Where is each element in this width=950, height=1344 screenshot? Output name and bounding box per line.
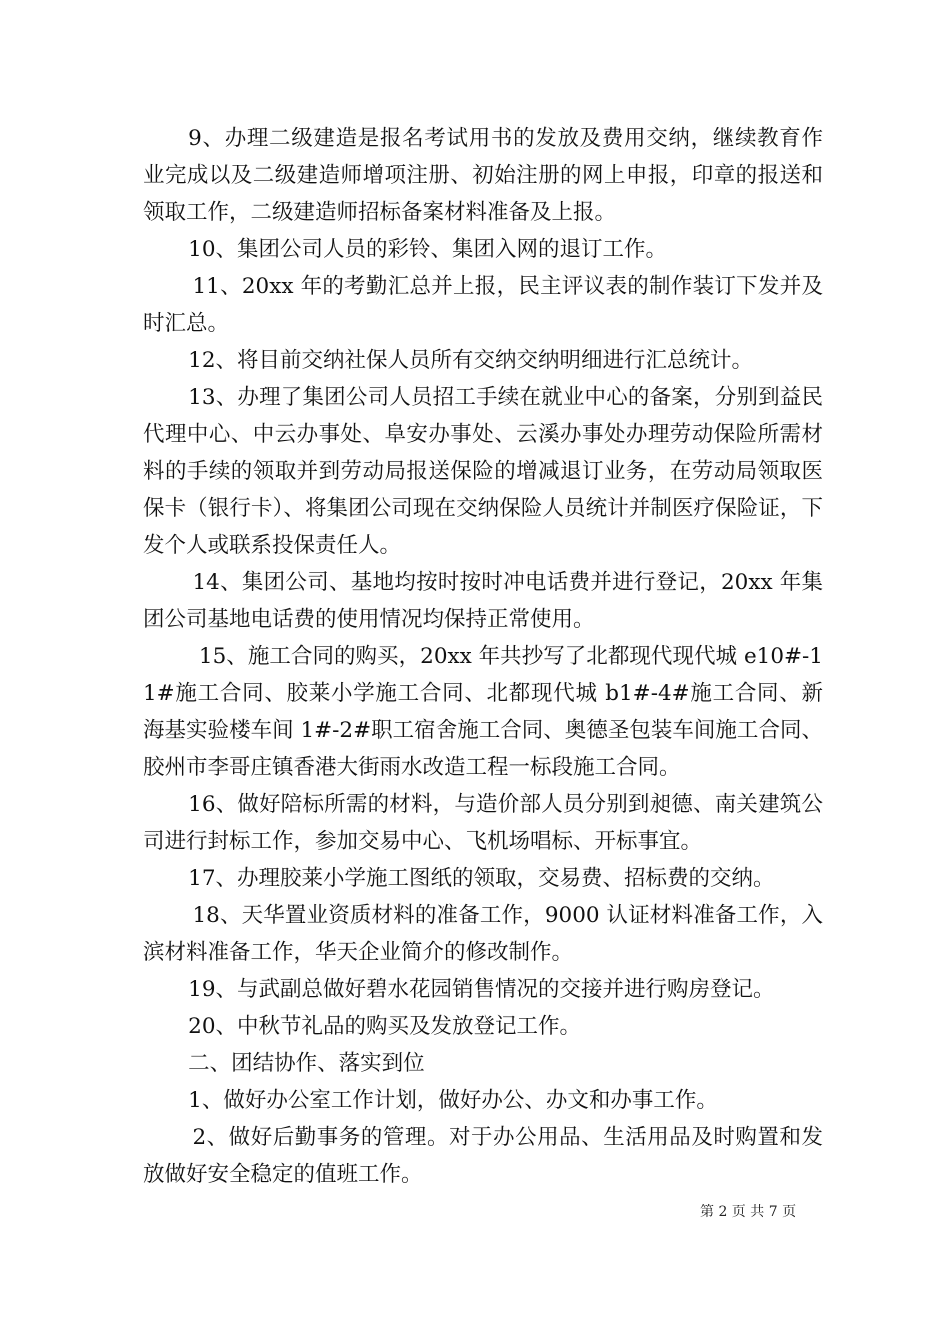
paragraph-item-16: 16、做好陪标所需的材料，与造价部人员分别到昶德、南关建筑公司进行封标工作，参加交易中心、飞机场唱标、开标事宜。 <box>143 792 823 854</box>
paragraph-item-11: 11、20xx 年的考勤汇总并上报，民主评议表的制作装订下发并及时汇总。 <box>143 274 823 336</box>
paragraph-item-20: 20、中秋节礼品的购买及发放登记工作。 <box>188 1014 582 1039</box>
paragraph-item-14: 14、集团公司、基地均按时按时冲电话费并进行登记，20xx 年集团公司基地电话费的使用情况均保持正常使用。 <box>143 570 823 632</box>
paragraph-item-12: 12、将目前交纳社保人员所有交纳交纳明细进行汇总统计。 <box>188 348 754 373</box>
paragraph-item-19: 19、与武副总做好碧水花园销售情况的交接并进行购房登记。 <box>188 977 775 1002</box>
paragraph-item-15: 15、施工合同的购买，20xx 年共抄写了北都现代现代城 e10#-11#施工合同、胶莱小学施工合同、北都现代城 b1#-4#施工合同、新海基实验楼车间 1#-2#职工宿舍施工合同、奥德圣包装车间施工合同、胶州市李哥庄镇香港大街雨水改造工程一标段施工合同。 <box>143 644 823 780</box>
paragraph-item-13: 13、办理了集团公司人员招工手续在就业中心的备案，分别到益民代理中心、中云办事处、阜安办事处、云溪办事处办理劳动保险所需材料的手续的领取并到劳动局报送保险的增减退订业务，在劳动局领取医保卡（银行卡）、将集团公司现在交纳保险人员统计并制医疗保险证，下发个人或联系投保责任人。 <box>143 385 823 558</box>
paragraph-item-17: 17、办理胶莱小学施工图纸的领取，交易费、招标费的交纳。 <box>188 866 775 891</box>
section-heading: 二、团结协作、落实到位 <box>188 1051 425 1076</box>
paragraph-item-1: 1、做好办公室工作计划，做好办公、办文和办事工作。 <box>188 1088 718 1113</box>
page-number-footer: 第 2 页 共 7 页 <box>700 1204 797 1220</box>
paragraph-item-18: 18、天华置业资质材料的准备工作，9000 认证材料准备工作，入滨材料准备工作，华天企业简介的修改制作。 <box>143 903 823 965</box>
paragraph-item-9: 9、办理二级建造是报名考试用书的发放及费用交纳，继续教育作业完成以及二级建造师增项注册、初始注册的网上申报，印章的报送和领取工作，二级建造师招标备案材料准备及上报。 <box>143 126 823 225</box>
paragraph-item-2: 2、做好后勤事务的管理。对于办公用品、生活用品及时购置和发放做好安全稳定的值班工作。 <box>143 1125 823 1187</box>
paragraph-item-10: 10、集团公司人员的彩铃、集团入网的退订工作。 <box>188 237 668 262</box>
document-body <box>143 120 823 1193</box>
